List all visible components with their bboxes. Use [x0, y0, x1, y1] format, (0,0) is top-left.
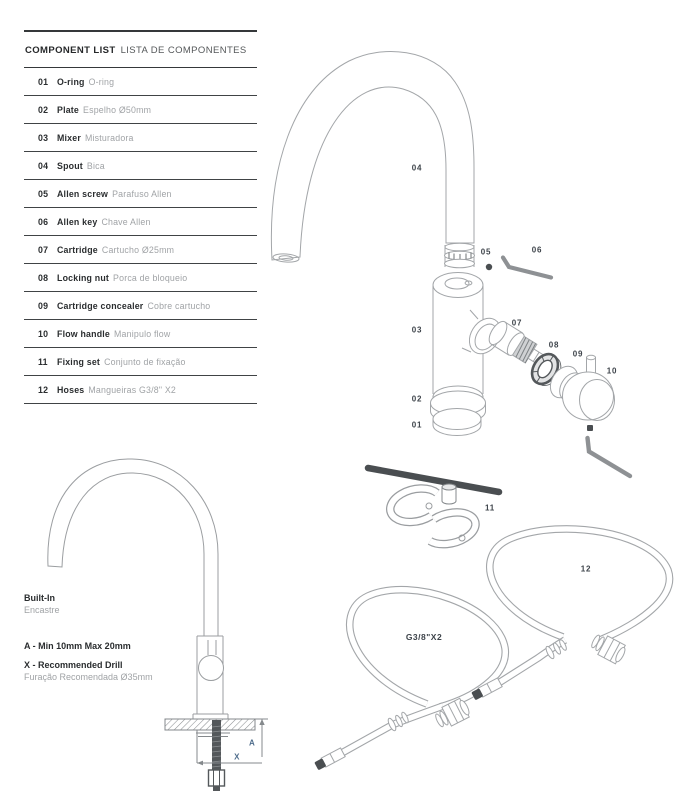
part-name-en: Locking nut	[57, 272, 110, 283]
part-name-en: Plate	[57, 104, 80, 115]
callout-hoses-12: 12	[580, 564, 592, 574]
handle-set-screw	[587, 425, 593, 431]
component-row-07	[24, 236, 257, 264]
fixing-set-illustration	[368, 468, 499, 544]
callout-locking-nut-08: 08	[548, 340, 560, 350]
component-row-11	[24, 348, 257, 376]
part-name-en: Mixer	[57, 132, 81, 143]
allen-key-illustration	[503, 258, 551, 278]
hoses-illustration	[314, 529, 670, 771]
part-number: 05	[38, 188, 49, 199]
component-row-10	[24, 320, 257, 348]
part-name-pt: O-ring	[88, 76, 115, 87]
part-name-en: Hoses	[57, 384, 85, 395]
part-name-en: Spout	[57, 160, 83, 171]
part-number: 03	[38, 132, 49, 143]
mounting-nut	[209, 770, 225, 786]
part-name-en: Allen screw	[57, 188, 109, 199]
part-name-en: Fixing set	[57, 356, 101, 367]
part-number: 09	[38, 300, 49, 311]
part-name-en: O-ring	[57, 76, 85, 87]
built-in-title-en: Built-In	[24, 593, 55, 603]
callout-flow-handle-10: 10	[606, 366, 618, 376]
part-name-en: Cartridge concealer	[57, 300, 144, 311]
note-dimension-x-en: X - Recommended Drill	[24, 660, 123, 670]
component-row-06	[24, 208, 257, 236]
part-name-pt: Cobre cartucho	[147, 300, 211, 311]
part-name-pt: Mangueiras G3/8" X2	[88, 384, 177, 395]
callout-plate-02: 02	[411, 394, 423, 404]
part-number: 07	[38, 244, 49, 255]
part-name-pt: Chave Allen	[101, 216, 151, 227]
part-name-pt: Cartucho Ø25mm	[101, 244, 175, 255]
part-number: 10	[38, 328, 49, 339]
installation-notes	[24, 592, 204, 683]
part-name-en: Allen key	[57, 216, 98, 227]
callout-cartridge-07: 07	[511, 318, 523, 328]
part-name-pt: Manipulo flow	[114, 328, 171, 339]
component-row-05	[24, 180, 257, 208]
part-number: 11	[38, 356, 48, 367]
component-list	[24, 30, 257, 404]
callout-fixing-set-11: 11	[484, 503, 496, 513]
component-row-09	[24, 292, 257, 320]
component-row-02	[24, 96, 257, 124]
part-number: 08	[38, 272, 49, 283]
note-dimension-x-pt: Furação Recomendada Ø35mm	[24, 672, 153, 682]
part-name-en: Cartridge	[57, 244, 98, 255]
dimension-label-x: X	[234, 752, 240, 762]
part-number: 06	[38, 216, 49, 227]
part-name-pt: Conjunto de fixação	[104, 356, 186, 367]
component-list-title-en: COMPONENT LIST	[25, 45, 116, 56]
callout-concealer-09: 09	[572, 349, 584, 359]
part-name-pt: Misturadora	[84, 132, 134, 143]
callout-oring-01: 01	[411, 420, 423, 430]
callout-spout-04: 04	[411, 163, 423, 173]
component-rows	[24, 68, 257, 404]
part-number: 04	[38, 160, 49, 171]
component-row-01	[24, 68, 257, 96]
note-dimension-a: A - Min 10mm Max 20mm	[24, 641, 131, 651]
component-row-04	[24, 152, 257, 180]
part-name-en: Flow handle	[57, 328, 111, 339]
hose-thread-marking: G3/8"X2	[405, 632, 443, 642]
plate-oring-illustration	[431, 386, 486, 436]
part-number: 12	[38, 384, 49, 395]
built-in-title-pt: Encastre	[24, 605, 60, 615]
dimension-label-a: A	[248, 738, 256, 748]
part-name-pt: Bica	[86, 160, 105, 171]
spout-illustration	[271, 51, 474, 262]
part-number: 02	[38, 104, 49, 115]
component-row-03	[24, 124, 257, 152]
spout-connector	[445, 243, 475, 268]
component-row-12	[24, 376, 257, 404]
callout-mixer-03: 03	[411, 325, 423, 335]
component-list-title-pt: LISTA DE COMPONENTES	[120, 45, 247, 56]
callout-allen-screw-05: 05	[480, 247, 492, 257]
component-row-08	[24, 264, 257, 292]
part-name-pt: Porca de bloqueio	[113, 272, 188, 283]
component-list-header	[24, 32, 257, 68]
callout-allen-key-06: 06	[531, 245, 543, 255]
allen-screw-illustration	[486, 264, 492, 270]
countertop-section	[165, 719, 255, 730]
part-number: 01	[38, 76, 49, 87]
part-name-pt: Espelho Ø50mm	[83, 104, 152, 115]
handle-allen-key	[588, 438, 631, 476]
part-name-pt: Parafuso Allen	[112, 188, 172, 199]
